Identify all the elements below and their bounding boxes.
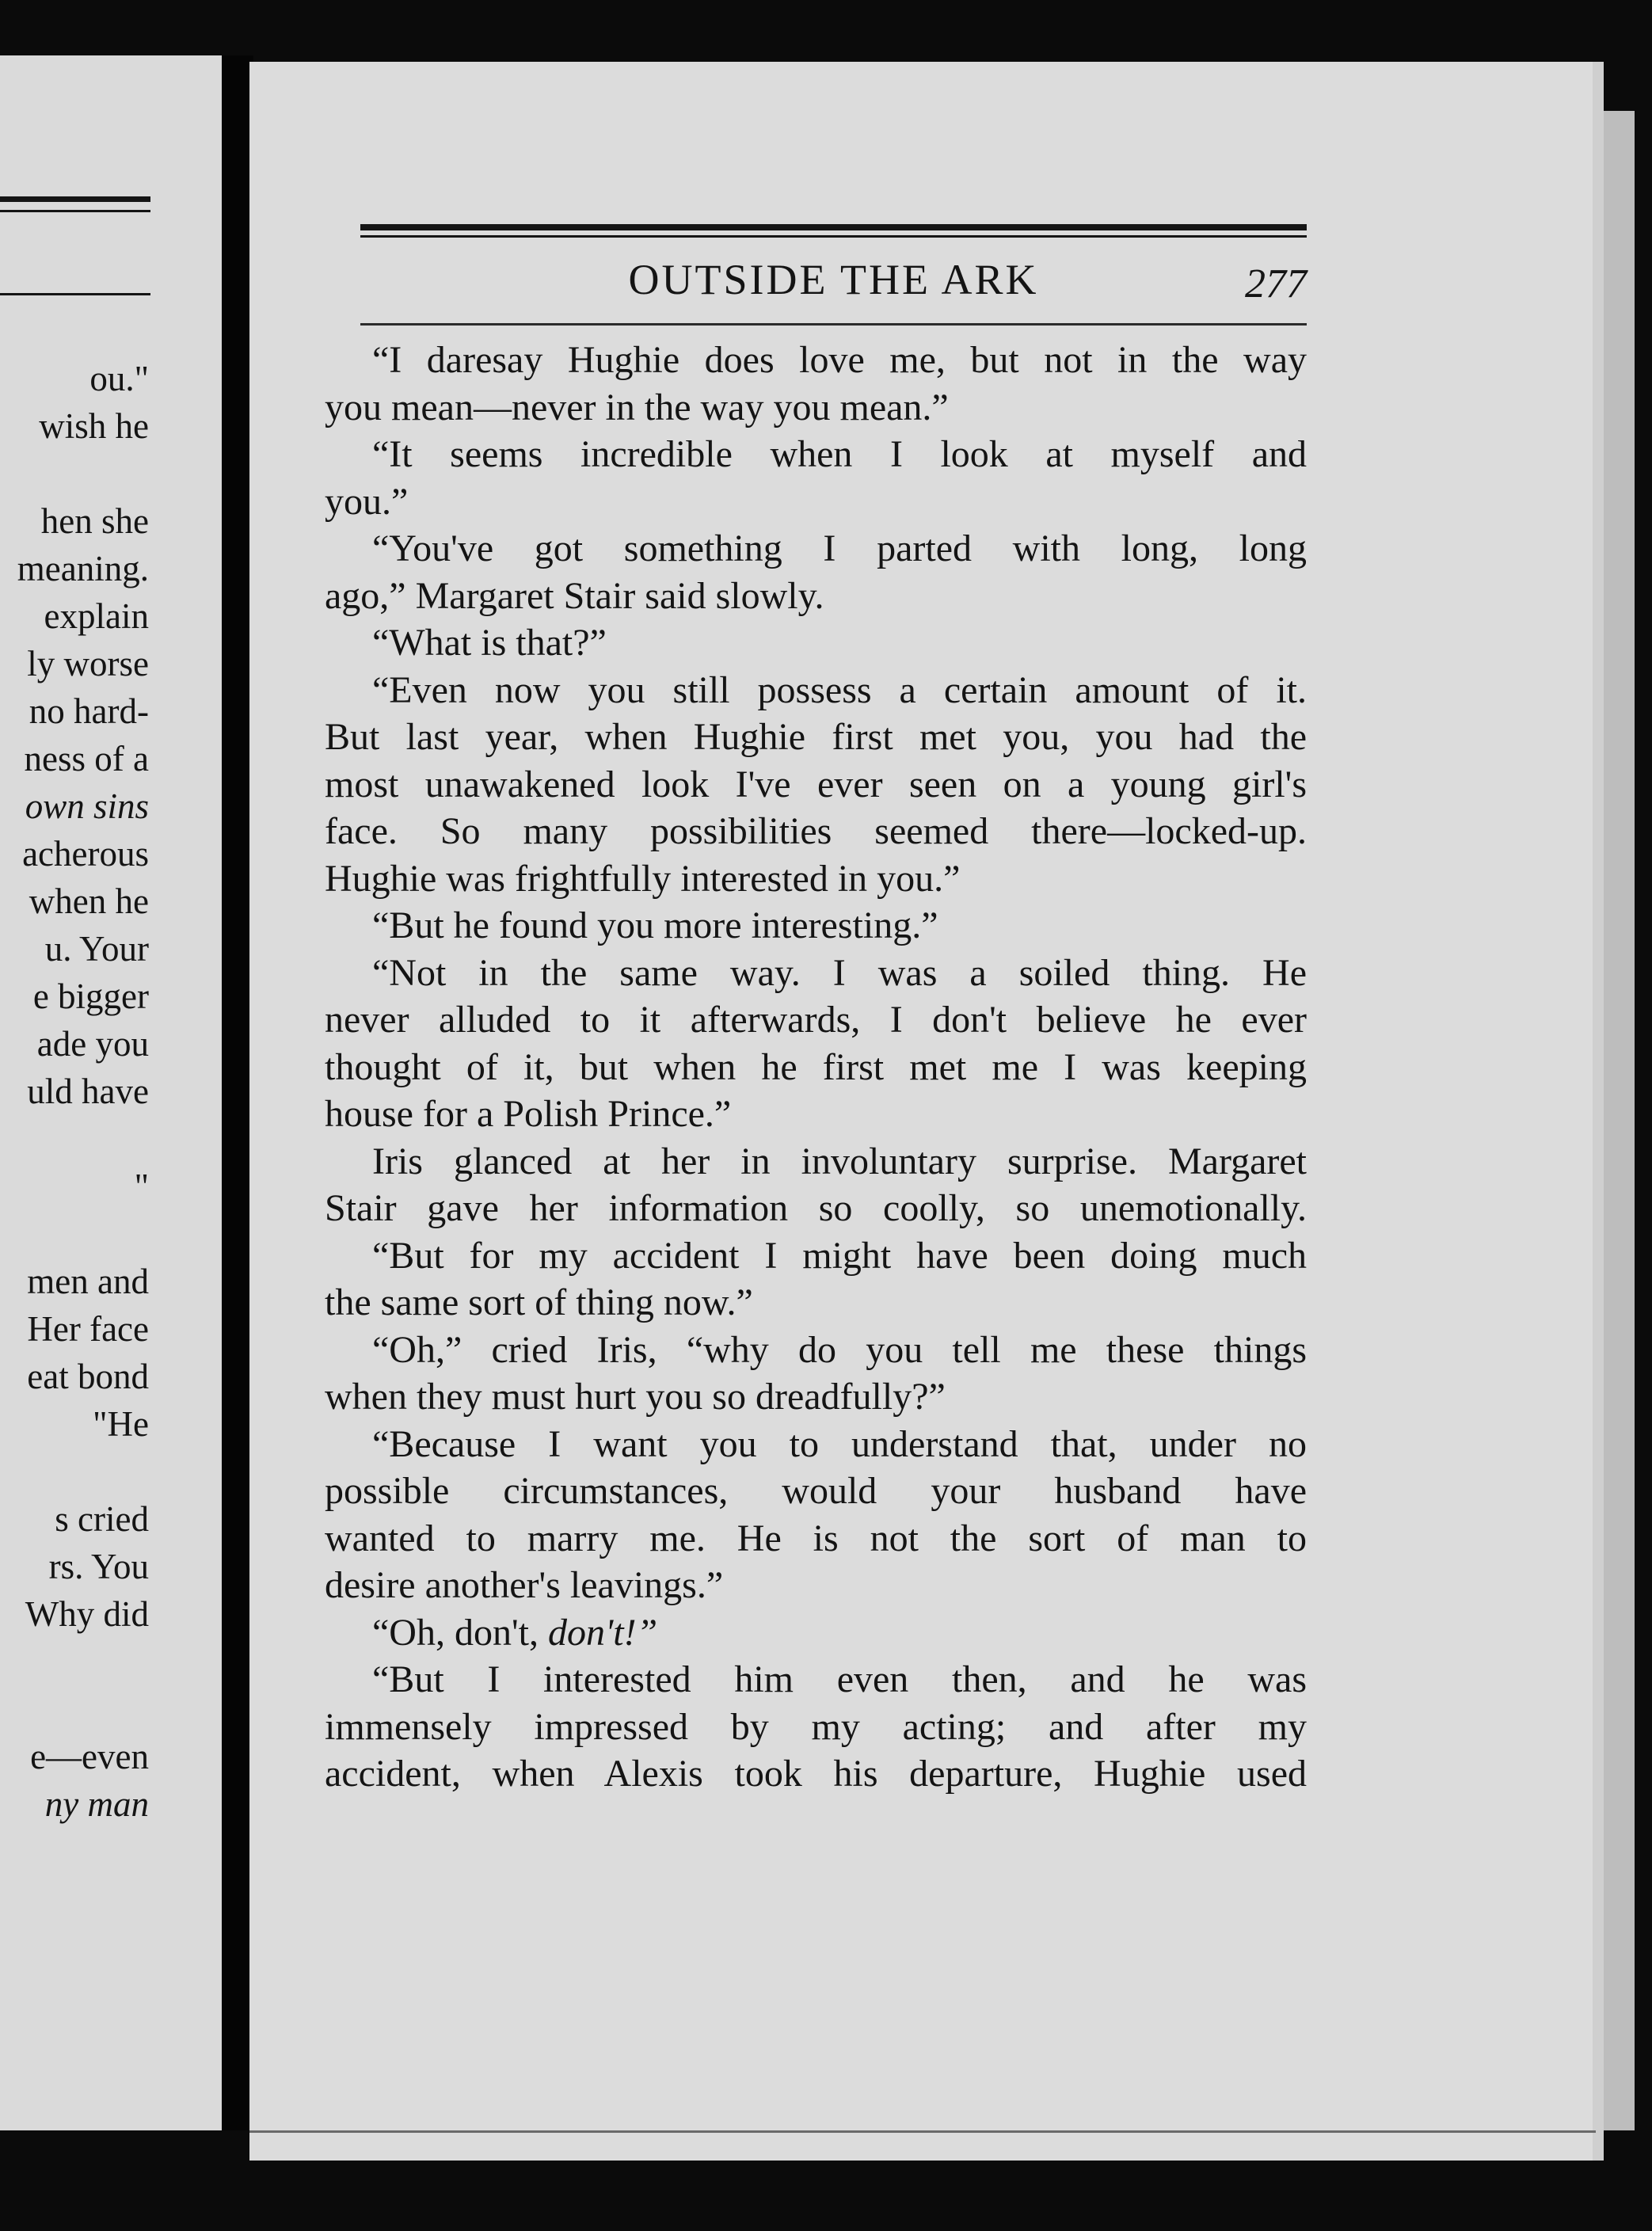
previous-page-line: Why did bbox=[25, 1594, 149, 1634]
text-line: “What is that?” bbox=[372, 622, 607, 664]
running-title: OUTSIDE THE ARK bbox=[628, 256, 1039, 303]
previous-page-line: ou." bbox=[89, 359, 149, 398]
previous-page-line bbox=[0, 1210, 149, 1258]
text-line: face. So many possibilities seemed there—locked-up. bbox=[325, 810, 1307, 852]
text-line: you.” bbox=[325, 480, 409, 523]
book-gutter bbox=[222, 55, 253, 2130]
page-number: 277 bbox=[1245, 261, 1307, 306]
previous-page-fragment bbox=[0, 55, 222, 2130]
text-line: wanted to marry me. He is not the sort of man to bbox=[325, 1517, 1307, 1559]
previous-page-line bbox=[0, 450, 149, 497]
text-line: “Not in the same way. I was a soiled thing. He bbox=[372, 951, 1307, 994]
text-line: thought of it, but when he first met me I was keeping bbox=[325, 1045, 1307, 1088]
text-line: ago,” Margaret Stair said slowly. bbox=[325, 574, 824, 617]
previous-page-line: acherous bbox=[22, 834, 149, 874]
text-line: “You've got something I parted with long, long bbox=[372, 527, 1307, 569]
previous-page-line bbox=[0, 1638, 149, 1685]
previous-page-text bbox=[0, 355, 149, 1828]
previous-page-line: rs. You bbox=[48, 1547, 149, 1586]
previous-page-line: ly worse bbox=[27, 644, 149, 683]
text-line: immensely impressed by my acting; and after my bbox=[325, 1705, 1307, 1748]
previous-page-header-rule bbox=[0, 196, 150, 212]
text-line-start: “Oh, don't, bbox=[372, 1611, 548, 1654]
text-line: never alluded to it afterwards, I don't believe he ever bbox=[325, 999, 1307, 1041]
text-line: Hughie was frightfully interested in you.” bbox=[325, 857, 961, 900]
text-line: house for a Polish Prince.” bbox=[325, 1093, 732, 1135]
text-line: “Oh,” cried Iris, “why do you tell me these things bbox=[372, 1328, 1307, 1371]
text-line: “Because I want you to understand that, under no bbox=[372, 1422, 1307, 1465]
text-line: “But for my accident I might have been doing much bbox=[372, 1234, 1307, 1277]
previous-page-line: eat bond bbox=[27, 1357, 149, 1396]
previous-page-line: own sins bbox=[25, 786, 149, 826]
text-line: the same sort of thing now.” bbox=[325, 1281, 753, 1323]
previous-page-line: e bigger bbox=[32, 977, 149, 1016]
text-line bbox=[325, 1609, 1307, 1657]
previous-page-line: ness of a bbox=[24, 739, 149, 779]
previous-page-line: e—even bbox=[30, 1737, 149, 1776]
text-line: when they must hurt you so dreadfully?” bbox=[325, 1376, 946, 1418]
previous-page-line: uld have bbox=[27, 1072, 149, 1111]
page-body-text bbox=[325, 337, 1307, 1798]
page-bottom-edge bbox=[249, 2130, 1596, 2133]
previous-page-line bbox=[0, 1115, 149, 1163]
previous-page-line: wish he bbox=[39, 406, 149, 446]
text-line: accident, when Alexis took his departure, Hughie used bbox=[325, 1753, 1307, 1795]
text-line: Iris glanced at her in involuntary surprise. Margaret bbox=[372, 1140, 1307, 1182]
previous-page-line: u. Your bbox=[44, 929, 149, 969]
previous-page-line: hen she bbox=[40, 501, 149, 541]
previous-page-line: ade you bbox=[36, 1024, 149, 1064]
previous-page-line: ny man bbox=[44, 1784, 149, 1824]
previous-page-line: men and bbox=[27, 1262, 149, 1301]
text-line: But last year, when Hughie first met you, you had the bbox=[325, 716, 1307, 758]
previous-page-header-underline bbox=[0, 293, 150, 295]
previous-page-line: when he bbox=[29, 881, 149, 921]
text-line: most unawakened look I've ever seen on a young girl's bbox=[325, 763, 1307, 805]
header-double-rule bbox=[360, 224, 1307, 238]
text-line: “Even now you still possess a certain amount of it. bbox=[372, 668, 1307, 711]
previous-page-line: "He bbox=[93, 1404, 149, 1444]
text-line: “It seems incredible when I look at myself and bbox=[372, 433, 1307, 475]
previous-page-line: explain bbox=[44, 596, 149, 636]
previous-page-line: Her face bbox=[27, 1309, 149, 1349]
text-line: “But he found you more interesting.” bbox=[372, 904, 938, 946]
text-line: Stair gave her information so coolly, so unemotionally. bbox=[325, 1187, 1307, 1229]
text-line: “But I interested him even then, and he was bbox=[372, 1658, 1307, 1700]
running-head bbox=[360, 252, 1307, 315]
previous-page-line: s cried bbox=[55, 1499, 149, 1539]
text-line: desire another's leavings.” bbox=[325, 1564, 724, 1606]
previous-page-line: meaning. bbox=[17, 549, 149, 588]
page-stack-edge bbox=[1603, 111, 1635, 2130]
previous-page-line bbox=[0, 1685, 149, 1733]
text-line: “I daresay Hughie does love me, but not in the way bbox=[372, 339, 1307, 381]
text-line: possible circumstances, would your husband have bbox=[325, 1470, 1307, 1512]
previous-page-line bbox=[0, 1448, 149, 1495]
header-underline bbox=[360, 323, 1307, 326]
previous-page-line: no hard- bbox=[29, 691, 149, 731]
italic-emphasis: don't!” bbox=[547, 1611, 658, 1654]
previous-page-line: " bbox=[134, 1167, 149, 1206]
text-line: you mean—never in the way you mean.” bbox=[325, 386, 949, 428]
